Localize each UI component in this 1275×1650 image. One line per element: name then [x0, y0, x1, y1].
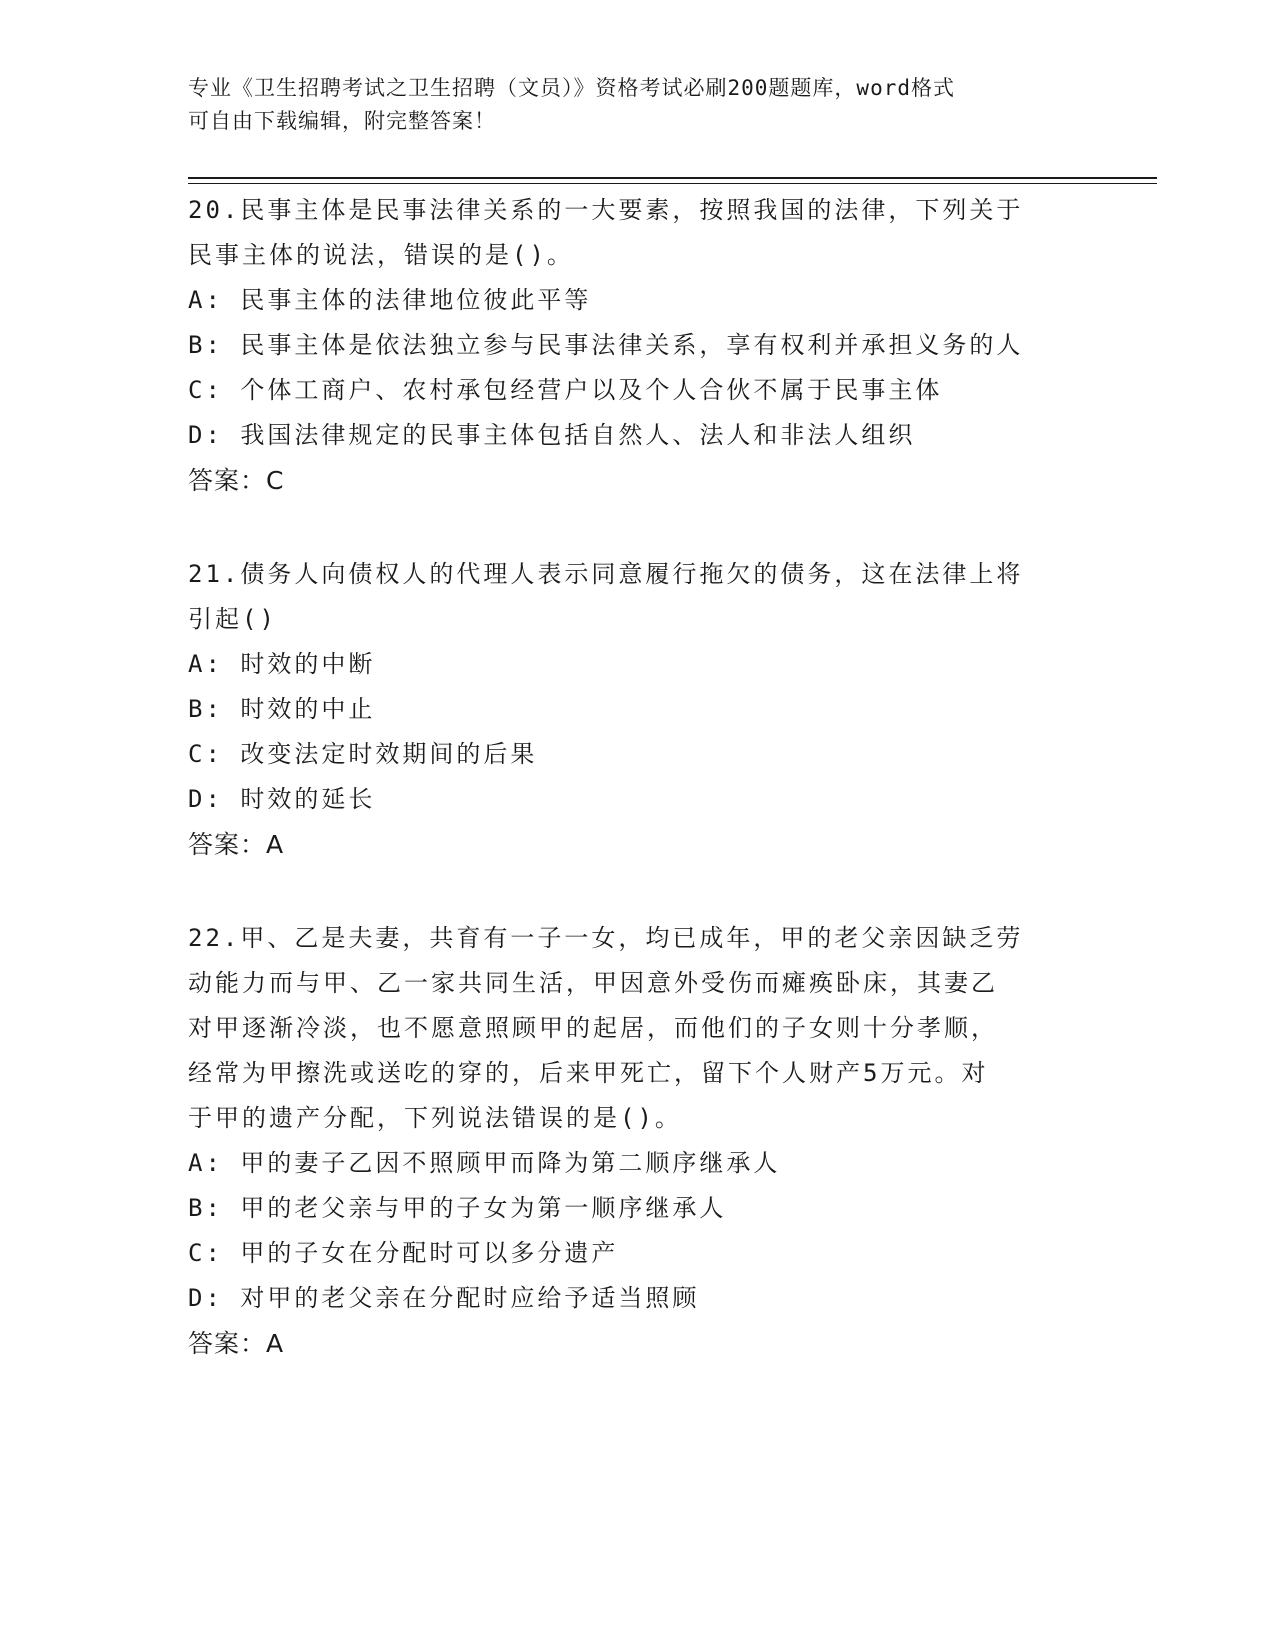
header-divider-thin [188, 183, 1157, 184]
question-text-line: 动能力而与甲、乙一家共同生活，甲因意外受伤而瘫痪卧床，其妻乙 [188, 969, 998, 997]
option-d: D: 时效的延长 [188, 785, 376, 813]
header-line-2: 可自由下载编辑，附完整答案！ [188, 109, 496, 133]
option-a: A: 民事主体的法律地位彼此平等 [188, 286, 592, 314]
option-a: A: 甲的妻子乙因不照顾甲而降为第二顺序继承人 [188, 1149, 781, 1177]
question-22 [188, 916, 1088, 1367]
answer: 答案：A [188, 830, 285, 859]
option-c: C: 甲的子女在分配时可以多分遗产 [188, 1239, 619, 1267]
question-text-line: 经常为甲擦洗或送吃的穿的，后来甲死亡，留下个人财产5万元。对 [188, 1059, 989, 1087]
answer: 答案：C [188, 466, 285, 495]
question-text-line: 于甲的遗产分配，下列说法错误的是()。 [188, 1104, 682, 1132]
question-text-line: 民事主体的说法，错误的是()。 [188, 241, 574, 269]
question-text-line: 对甲逐渐冷淡，也不愿意照顾甲的起居，而他们的子女则十分孝顺， [188, 1014, 998, 1042]
option-b: B: 民事主体是依法独立参与民事法律关系，享有权利并承担义务的人 [188, 331, 1024, 359]
option-c: C: 个体工商户、农村承包经营户以及个人合伙不属于民事主体 [188, 376, 943, 404]
option-a: A: 时效的中断 [188, 650, 376, 678]
header-divider-thick [188, 177, 1157, 179]
option-b: B: 时效的中止 [188, 695, 376, 723]
option-d: D: 对甲的老父亲在分配时应给予适当照顾 [188, 1284, 700, 1312]
header-line-1: 专业《卫生招聘考试之卫生招聘（文员）》资格考试必刷200题题库，word格式 [188, 76, 955, 100]
option-c: C: 改变法定时效期间的后果 [188, 740, 538, 768]
question-text-line: 21.债务人向债权人的代理人表示同意履行拖欠的债务，这在法律上将 [188, 560, 1024, 588]
document-header [188, 72, 1088, 138]
question-21 [188, 552, 1088, 868]
question-text-line: 引起() [188, 605, 277, 633]
question-text-line: 22.甲、乙是夫妻，共育有一子一女，均已成年，甲的老父亲因缺乏劳 [188, 924, 1024, 952]
option-d: D: 我国法律规定的民事主体包括自然人、法人和非法人组织 [188, 421, 916, 449]
option-b: B: 甲的老父亲与甲的子女为第一顺序继承人 [188, 1194, 727, 1222]
question-text-line: 20.民事主体是民事法律关系的一大要素，按照我国的法律，下列关于 [188, 196, 1024, 224]
question-20 [188, 188, 1088, 504]
answer: 答案：A [188, 1329, 285, 1358]
